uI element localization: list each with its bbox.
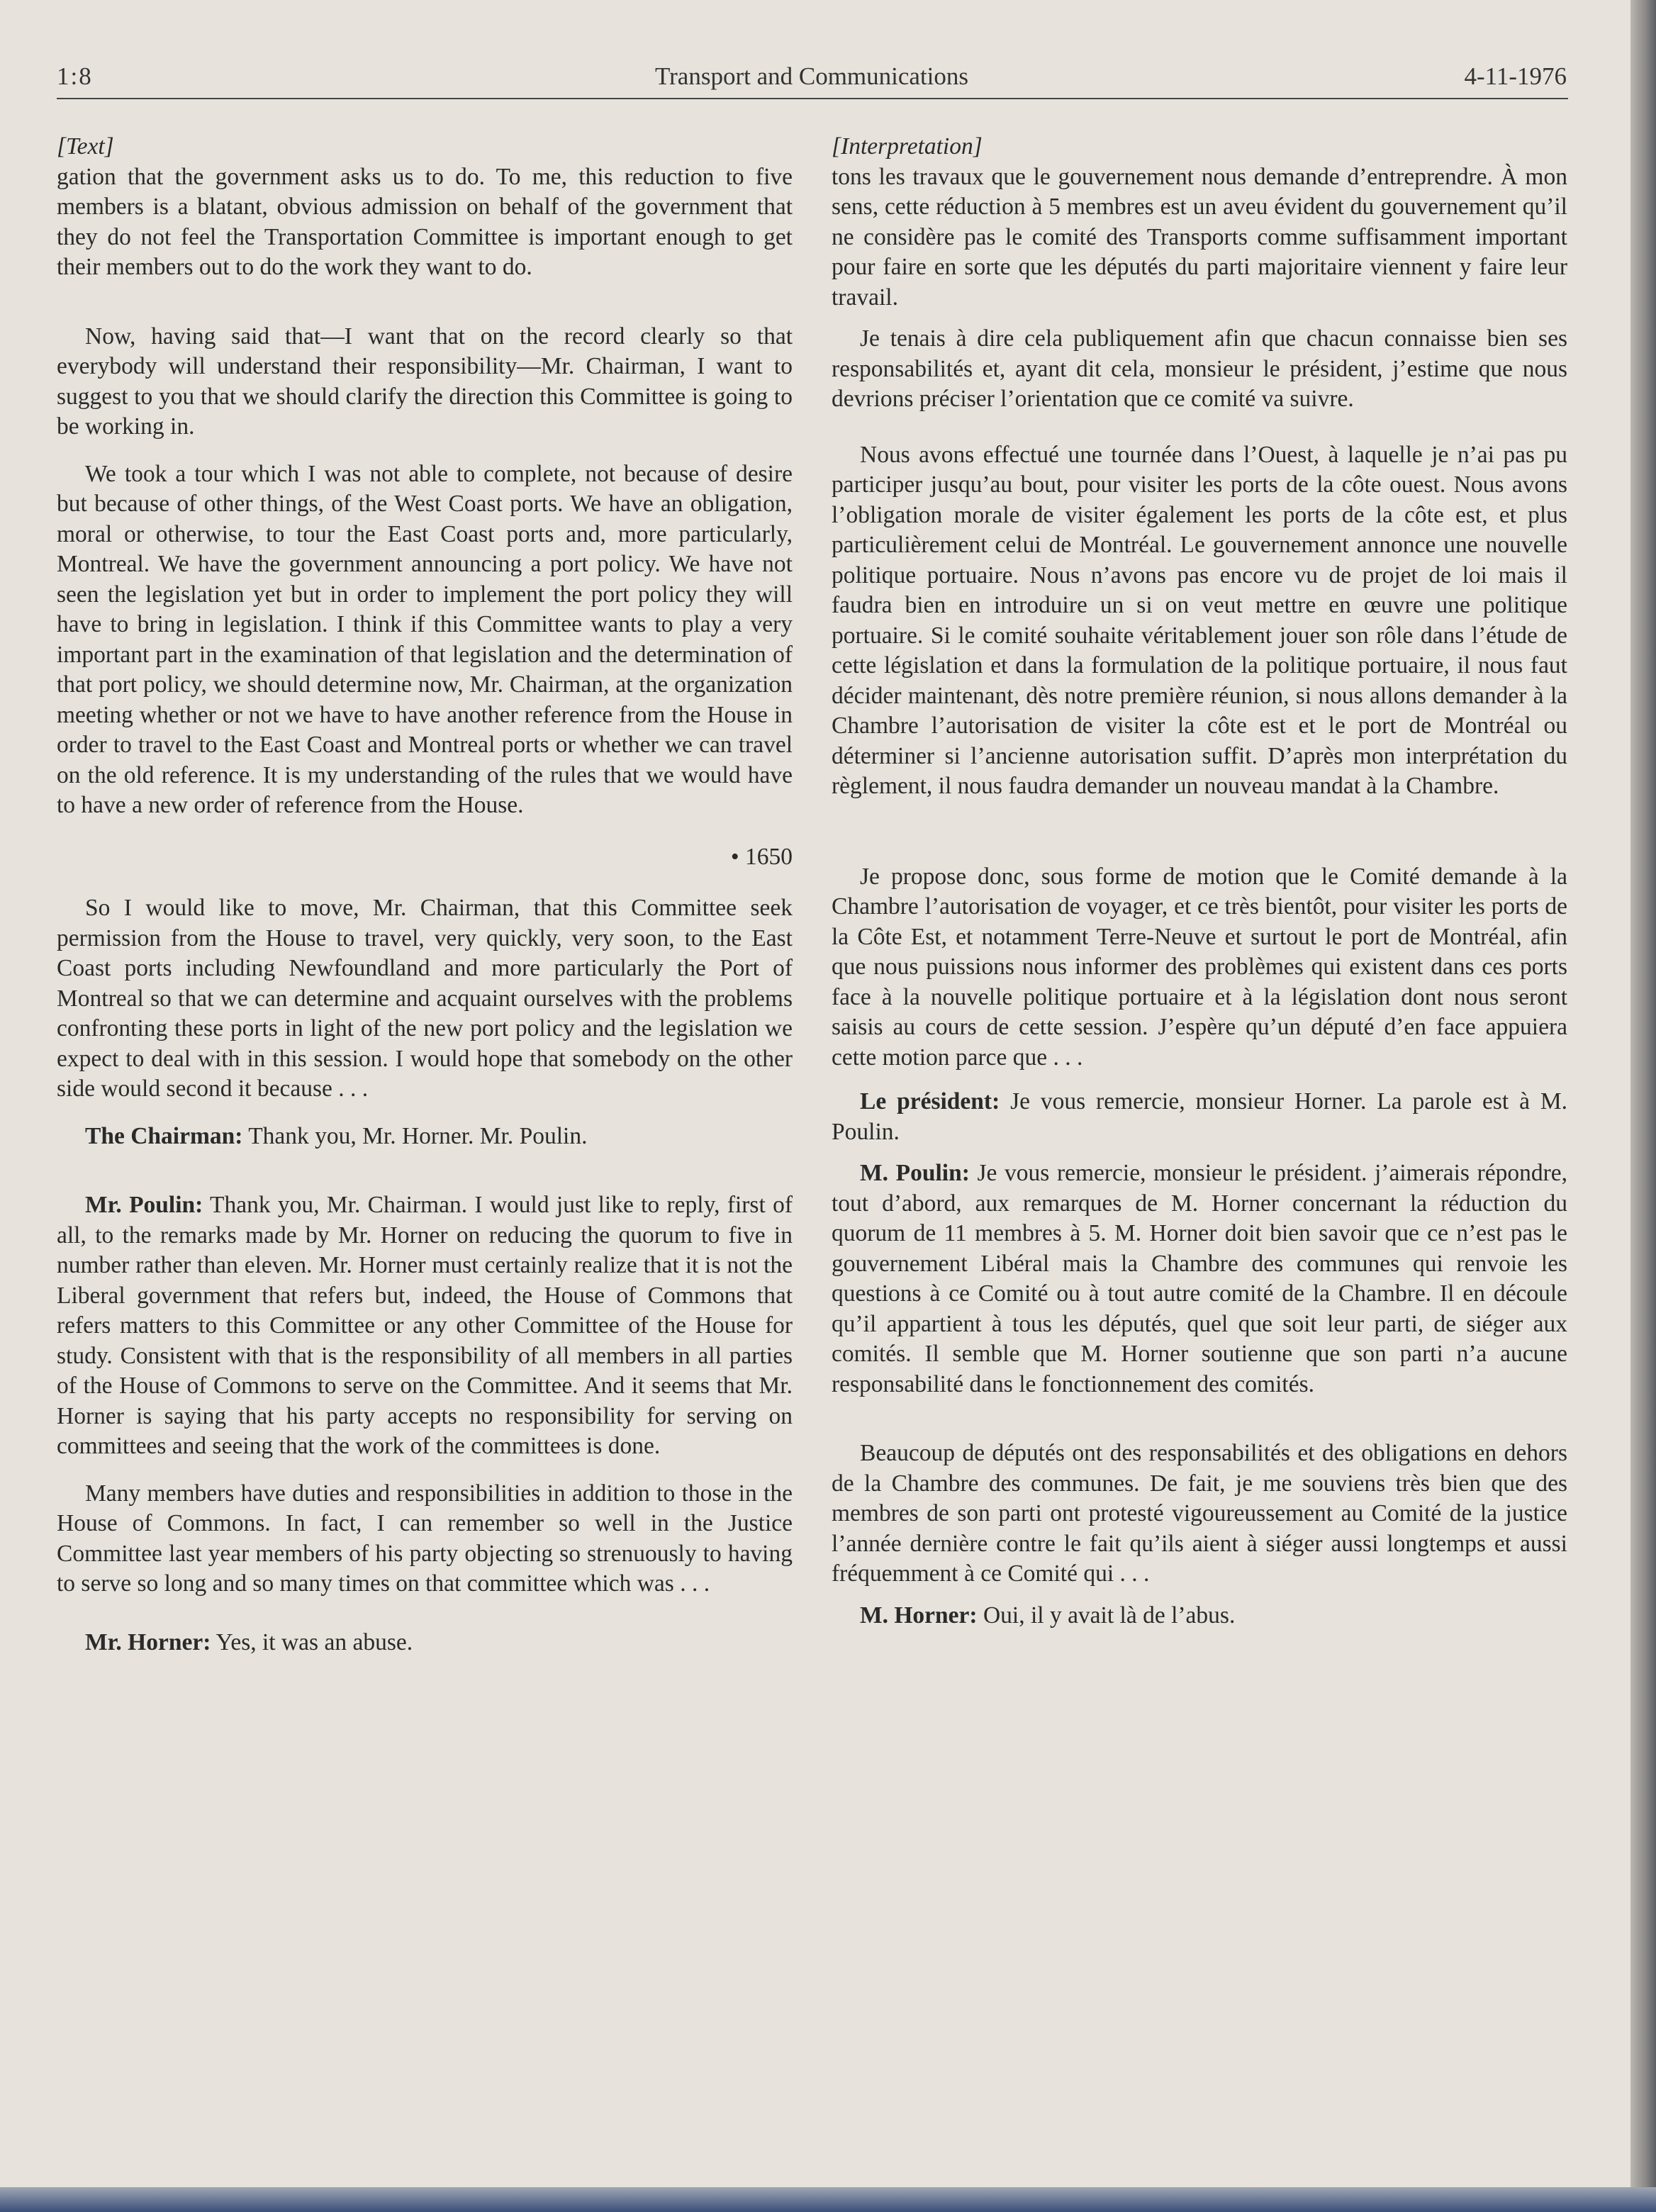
paragraph: We took a tour which I was not able to complete, not because of desire but because of other things, of the West Coast ports. We have an obligation, moral or otherwise, to tour the East Coast ports and, more particularly, Montreal. We have the government announcing a port policy. We have not seen the legislation yet but in order to implement the port policy they will have to bring in legislation. I think if this Committee wants to play a very important part in the examination of that legislation and the determination of that port policy, we should determine now, Mr. Chairman, at the organization meeting whether or not we have to have another reference from the House in order to travel to the East Coast and Montreal ports or whether we can travel on the old reference. It is my understanding of the rules that we would have to have a new order of reference from the House. <box>57 460 793 818</box>
paragraph: tons les travaux que le gouvernement nous demande d’entreprendre. À mon sens, cette réduction à 5 membres est un aveu évident du gouvernement qu’il ne considère pas le comité des Transports comme suffisamment important pour faire en sorte que les députés du parti majoritaire viennent y faire leur travail. <box>832 163 1567 311</box>
paragraph: Beaucoup de députés ont des responsabilités et des obligations en dehors de la Chambre des communes. De fait, je me souviens très bien que des membres de son parti ont protesté vigoureussement au Comité de la justice l’année dernière contre le fait qu’ils aient à siéger aussi longtemps et aussi fréquemment à ce Comité qui . . . <box>832 1440 1567 1587</box>
speech-poulin <box>57 1190 793 1462</box>
header-rule <box>57 98 1568 99</box>
paragraph: Many members have duties and responsibilities in addition to those in the House of Commons. In fact, I can remember so well in the Justice Committee last year members of his party objecting so strenuously to having to serve so long and so many times on that committee which was . . . <box>57 1480 793 1597</box>
time-marker: • 1650 <box>730 843 793 870</box>
page-number: 1:8 <box>57 62 93 90</box>
speech-text: Yes, it was an abuse. <box>211 1629 413 1655</box>
speech-horner <box>57 1628 793 1658</box>
speaker-name: Mr. Horner: <box>85 1629 211 1655</box>
page-edge-shadow <box>1630 0 1656 2212</box>
paragraph: gation that the government asks us to do. To me, this reduction to five members is a blatant, obvious admission on behalf of the government that they do not feel the Transportation Committee is important enough to get their members out to do the work they want to do. <box>57 163 793 280</box>
running-header <box>57 62 1567 96</box>
speech-text: Thank you, Mr. Chairman. I would just like to reply, first of all, to the remarks made by Mr. Horner on reducing the quorum to five in number rather than eleven. Mr. Horner must certainly realize that it is not the Liberal government that refers but, indeed, the House of Commons that refers matters to this Committee or any other Committee of the House for study. Consistent with that is the responsibility of all members in all parties of the House of Commons to serve on the Committee. And it seems that Mr. Horner is saying that his party accepts no responsibility for serving on committees and seeing that the work of the committees is done. <box>57 1192 793 1459</box>
publication-title: Transport and Communications <box>654 62 969 90</box>
speech-poulin <box>832 1158 1567 1400</box>
speaker-name: The Chairman: <box>85 1122 243 1149</box>
header-date: 4-11-1976 <box>1464 62 1567 90</box>
speech-text: Je vous remercie, monsieur le président. j’aimerais répondre, tout d’abord, aux remarques de M. Horner concernant la réduction du quorum de 11 membres à 5. M. Horner doit bien savoir que ce n’est pas le gouvernement Libéral mais la Chambre des communes qui renvoie les questions à ce Comité ou à tout autre comité de la Chambre. Il en découle qu’il appartient à tous les députés, quel que soit leur parti, de siéger aux comités. Il semble que M. Horner soutienne que son parti n’a aucune responsabilité dans le fonctionnement des comités. <box>832 1160 1567 1397</box>
language-label: [Interpretation] <box>832 133 983 160</box>
speech-text: Oui, il y avait là de l’abus. <box>977 1602 1236 1629</box>
scanner-bottom-band <box>0 2187 1656 2212</box>
speech-president <box>832 1087 1567 1147</box>
speaker-name: M. Poulin: <box>860 1160 970 1186</box>
paragraph: So I would like to move, Mr. Chairman, that this Committee seek permission from the House to travel, very quickly, very soon, to the East Coast ports including Newfoundland and more particularly the Port of Montreal so that we can determine and acquaint ourselves with the problems confronting these ports in light of the new port policy and the legislation we expect to deal with in this session. I would hope that somebody on the other side would second it because . . . <box>57 895 793 1102</box>
speech-text: Thank you, Mr. Horner. Mr. Poulin. <box>242 1122 588 1149</box>
paragraph: Nous avons effectué une tournée dans l’Ouest, à laquelle je n’ai pas pu participer jusqu’au bout, pour visiter les ports de la côte ouest. Nous avons l’obligation morale de visiter également les ports de la côte est, et plus particulièrement celui de Montréal. Le gouvernement annonce une nouvelle politique portuaire. Nous n’avons pas encore vu de projet de loi mais il faudra bien en introduire un si on veut mettre en œuvre une politique portuaire. Si le comité souhaite véritablement jouer son rôle dans l’étude de cette législation et dans la formulation de la politique portuaire, il nous faut décider maintenant, dès notre première réunion, si nous allons demander à la Chambre l’autorisation de visiter la côte est et le port de Montréal ou déterminer si l’ancienne autorisation suffit. D’après mon interprétation du règlement, il nous faudra demander un nouveau mandat à la Chambre. <box>832 441 1567 799</box>
paragraph: Je tenais à dire cela publiquement afin que chacun connaisse bien ses responsabilités et, ayant dit cela, monsieur le président, j’estime que nous devrions préciser l’orientation que ce comité va suivre. <box>832 325 1567 412</box>
speech-horner <box>832 1601 1567 1631</box>
paragraph: Je propose donc, sous forme de motion que le Comité demande à la Chambre l’autorisation de voyager, et ce très bientôt, pour visiter les ports de la Côte Est, et notamment Terre-Neuve et surtout le port de Montréal, afin que nous puissions nous informer des problèmes qui existent dans ces ports face à la nouvelle politique portuaire et à la législation dont nous seront saisis au cours de cette session. J’espère qu’un député d’en face appuiera cette motion parce que . . . <box>832 863 1567 1071</box>
language-label: [Text] <box>57 133 114 160</box>
speaker-name: Mr. Poulin: <box>85 1192 203 1218</box>
speaker-name: M. Horner: <box>860 1602 978 1629</box>
speaker-name: Le président: <box>860 1088 1000 1115</box>
speech-text: Je vous remercie, monsieur Horner. La parole est à M. Poulin. <box>832 1088 1568 1145</box>
english-column <box>57 132 793 1658</box>
french-column <box>832 132 1567 1631</box>
paragraph: Now, having said that—I want that on the record clearly so that everybody will understand their responsibility—Mr. Chairman, I want to suggest to you that we should clarify the direction this Committee is going to be working in. <box>57 323 793 440</box>
speech-chairman <box>57 1122 793 1152</box>
